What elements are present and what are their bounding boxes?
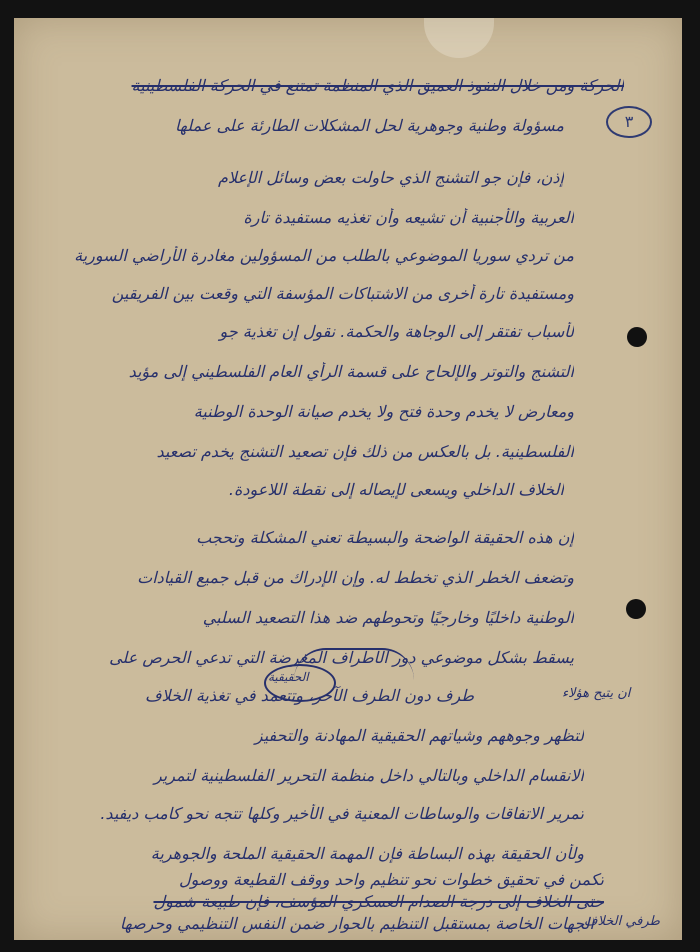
handwritten-line: يسقط بشكل موضوعي دور الأطراف المغرضة التي تدعي الحرص على	[109, 648, 574, 667]
handwritten-line: الانقسام الداخلي وبالتالي داخل منظمة التحرير الفلسطينية لتمرير	[153, 766, 584, 785]
handwritten-line: الوطنية داخليًا وخارجيًا وتحوطهم ضد هذا التصعيد السلبي	[202, 608, 574, 627]
margin-note: ان يتيح هؤلاء	[562, 686, 631, 701]
handwritten-line: لأسباب تفتقر إلى الوجاهة والحكمة. نقول إن تغذية جو	[219, 322, 574, 341]
punch-hole	[626, 599, 646, 619]
handwritten-line: ومستفيدة تارة أخرى من الاشتباكات المؤسفة التي وقعت بين الفريقين	[111, 284, 574, 303]
handwritten-line: مسؤولة وطنية وجوهرية لحل المشكلات الطارئة على عملها	[175, 116, 564, 135]
circled-word: الحقيقية	[268, 670, 309, 684]
handwritten-line: الفلسطينية. بل بالعكس من ذلك فإن تصعيد التشنج يخدم تصعيد	[156, 442, 574, 461]
handwritten-line: من تردي سوريا الموضوعي بالطلب من المسؤولين مغادرة الأراضي السورية	[74, 246, 574, 265]
paper-crease	[424, 18, 494, 58]
handwritten-line: تمرير الاتفاقات والوساطات المعنية في الأخير وكلها تتجه نحو كامب ديفيد.	[100, 804, 584, 823]
handwritten-line: العربية والأجنبية أن تشيعه وأن تغذيه مستفيدة تارة	[243, 208, 574, 227]
handwritten-line: وتضعف الخطر الذي تخطط له. وإن الإدراك من قبل جميع القيادات	[137, 568, 574, 587]
handwritten-line: الخلاف الداخلي ويسعى لإيصاله إلى نقطة اللاعودة.	[228, 480, 564, 499]
document-page	[14, 18, 682, 940]
margin-note: طرفي الخلاف	[584, 914, 660, 929]
handwritten-line: حتى الخلاف إلى درجة الصدام العسكري المؤسف، فإن طبيعة شمول	[153, 892, 604, 911]
handwritten-line: ولأن الحقيقة بهذه البساطة فإن المهمة الحقيقية الملحة والجوهرية	[150, 844, 584, 863]
handwritten-line: لتظهر وجوههم وشياتهم الحقيقية المهادنة والتحفيز	[254, 726, 584, 745]
handwritten-line: تكمن في تحقيق خطوات نحو تنظيم واحد ووقف القطيعة ووصول	[179, 870, 604, 889]
punch-hole	[627, 327, 647, 347]
page-number: ٣	[606, 106, 652, 138]
handwritten-line: الحركة ومن خلال النفوذ العميق الذي المنظمة تمتنع في الحركة الفلسطينية	[131, 76, 624, 95]
handwritten-line: التشنج والتوتر والإلحاح على قسمة الرأي العام الفلسطيني إلى مؤيد	[128, 362, 574, 381]
handwritten-line: ومعارض لا يخدم وحدة فتح ولا يخدم صيانة الوحدة الوطنية	[193, 402, 574, 421]
insertion-arrow	[294, 648, 414, 680]
handwritten-line: الجهات الخاصة بمستقبل التنظيم بالحوار ضمن النفس التنظيمي وحرصها	[119, 914, 594, 933]
handwritten-line: إذن، فإن جو التشنج الذي حاولت بعض وسائل الإعلام	[217, 168, 564, 187]
handwritten-line: إن هذه الحقيقة الواضحة والبسيطة تعني المشكلة وتحجب	[196, 528, 574, 547]
handwritten-line: طرف دون الطرف الآخر، وتتعمد في تغذية الخلاف	[144, 686, 474, 705]
